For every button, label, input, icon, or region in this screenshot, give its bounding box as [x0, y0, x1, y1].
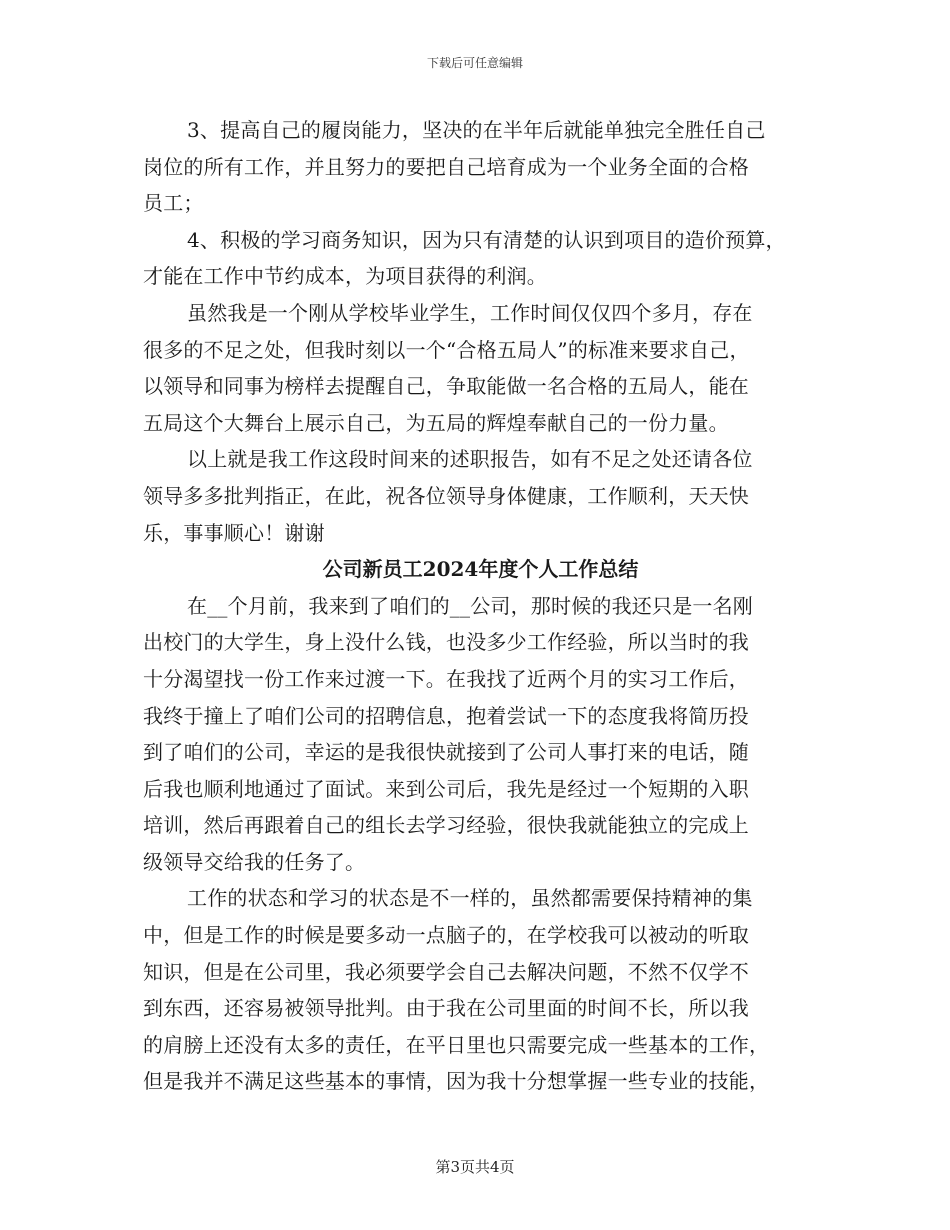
text-line: 五局这个大舞台上展示自己，为五局的辉煌奉献自己的一份力量。: [143, 410, 729, 435]
text-line: 我终于撞上了咱们公司的招聘信息，抱着尝试一下的态度我将简历投: [143, 703, 749, 728]
text-line: 知识，但是在公司里，我必须要学会自己去解决问题，不然不仅学不: [143, 959, 749, 984]
text-line: 中，但是工作的时候是要多动一点脑子的，在学校我可以被动的听取: [143, 923, 749, 948]
text-line: 才能在工作中节约成本，为项目获得的利润。: [143, 264, 547, 289]
text-line: 员工；: [143, 191, 204, 216]
text-line: 工作的状态和学习的状态是不一样的，虽然都需要保持精神的集: [187, 886, 753, 911]
text-line: 培训，然后再跟着自己的组长去学习经验，很快我就能独立的完成上: [143, 813, 749, 838]
text-line: 领导多多批判指正，在此，祝各位领导身体健康，工作顺利，天天快: [143, 483, 749, 508]
text-line: 的肩膀上还没有太多的责任，在平日里也只需要完成一些基本的工作，: [143, 1032, 770, 1057]
text-line: 但是我并不满足这些基本的事情，因为我十分想掌握一些专业的技能，: [143, 1069, 770, 1094]
text-line: 岗位的所有工作，并且努力的要把自己培育成为一个业务全面的合格: [143, 154, 749, 179]
text-line: 后我也顺利地通过了面试。来到公司后，我先是经过一个短期的入职: [143, 776, 749, 801]
text-line: 在__个月前，我来到了咱们的__公司，那时候的我还只是一名刚: [187, 593, 753, 618]
body-section-1: [143, 112, 818, 551]
text-line: 4、积极的学习商务知识，因为只有清楚的认识到项目的造价预算，: [187, 227, 786, 252]
text-line: 很多的不足之处，但我时刻以一个“合格五局人”的标准来要求自己，: [143, 337, 750, 362]
text-line: 乐，事事顺心！谢谢: [143, 520, 325, 545]
header-note: 下载后可任意编辑: [426, 56, 523, 70]
body-section-2: [143, 588, 818, 1100]
section-title: 公司新员工2024年度个人工作总结: [322, 557, 639, 582]
text-line: 级领导交给我的任务了。: [143, 849, 366, 874]
text-line: 到东西，还容易被领导批判。由于我在公司里面的时间不长，所以我: [143, 996, 749, 1021]
text-line: 3、提高自己的履岗能力，坚决的在半年后就能单独完全胜任自己: [187, 118, 766, 142]
document-body: [143, 112, 818, 1100]
text-line: 十分渴望找一份工作来过渡一下。在我找了近两个月的实习工作后，: [143, 666, 749, 691]
text-line: 以上就是我工作这段时间来的述职报告，如有不足之处还请各位: [187, 447, 753, 472]
page-number: 第3页共4页: [435, 1158, 515, 1176]
text-line: 到了咱们的公司，幸运的是我很快就接到了公司人事打来的电话，随: [143, 740, 749, 765]
text-line: 虽然我是一个刚从学校毕业学生，工作时间仅仅四个多月，存在: [187, 300, 753, 325]
text-line: 以领导和同事为榜样去提醒自己，争取能做一名合格的五局人，能在: [143, 374, 749, 399]
text-line: 出校门的大学生，身上没什么钱，也没多少工作经验，所以当时的我: [143, 630, 749, 655]
